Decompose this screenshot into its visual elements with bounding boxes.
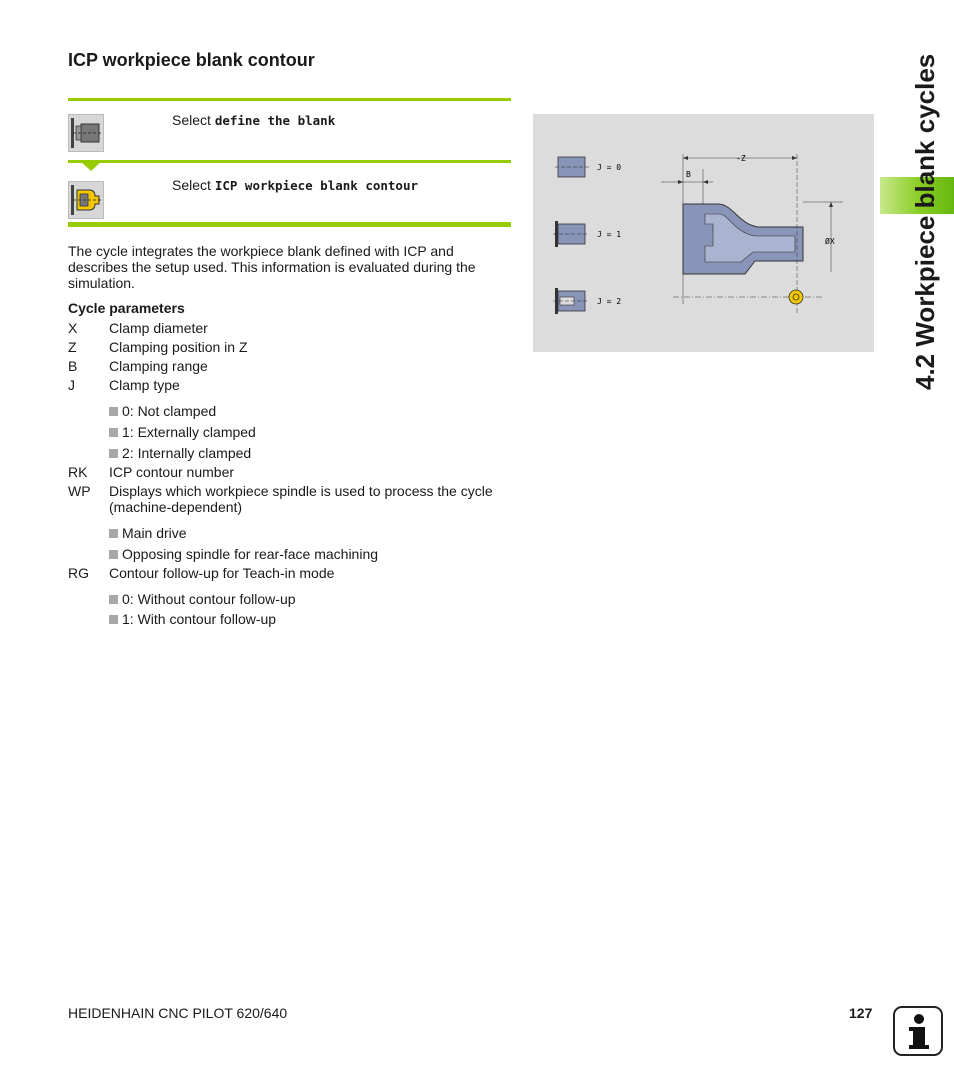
- softkey-define-the-blank[interactable]: define the blank: [214, 113, 336, 128]
- param-desc: Contour follow-up for Teach-in mode: [109, 565, 335, 581]
- step-divider-bottom: [68, 222, 511, 227]
- softkey-icp-workpiece-blank-contour[interactable]: ICP workpiece blank contour: [214, 178, 419, 193]
- param-desc: Clamp type: [109, 377, 180, 393]
- intro-paragraph: The cycle integrates the workpiece blank defined with ICP and describes the setup used. This information is evaluated during the simulation.: [68, 243, 476, 291]
- param-desc: Clamping range: [109, 358, 208, 374]
- option-label: Main drive: [122, 525, 187, 541]
- option-item: [109, 525, 187, 541]
- workpiece-contour: [683, 204, 803, 274]
- option-item: [109, 546, 378, 562]
- bullet-square-icon: [109, 595, 118, 604]
- info-icon: [893, 1006, 943, 1056]
- step-prefix: Select: [172, 112, 215, 128]
- step-select-icp-blank-contour: [172, 177, 418, 193]
- param-desc: Clamping position in Z: [109, 339, 248, 355]
- icp-blank-contour-softkey-icon: [68, 181, 104, 219]
- bullet-square-icon: [109, 615, 118, 624]
- step-prefix: Select: [172, 177, 215, 193]
- option-item: [109, 611, 276, 627]
- param-key: Z: [68, 339, 77, 355]
- cycle-parameters-title: Cycle parameters: [68, 300, 185, 316]
- param-key: J: [68, 377, 75, 393]
- param-key: RK: [68, 464, 88, 480]
- param-desc: Displays which workpiece spindle is used to process the cycle (machine-dependent): [109, 483, 493, 515]
- option-label: 1: With contour follow-up: [122, 611, 277, 627]
- option-item: [109, 591, 296, 607]
- option-label: Opposing spindle for rear-face machining: [122, 546, 379, 562]
- clamping-diagram: [533, 114, 874, 352]
- bullet-square-icon: [109, 529, 118, 538]
- step-arrow-icon: [80, 161, 102, 171]
- param-desc: Clamp diameter: [109, 320, 208, 336]
- section-heading: ICP workpiece blank contour: [68, 50, 315, 70]
- clamp-label-j2: J = 2: [597, 297, 622, 306]
- step-divider-top: [68, 98, 511, 101]
- footer-product: HEIDENHAIN CNC PILOT 620/640: [68, 1005, 288, 1021]
- option-label: 0: Not clamped: [122, 403, 217, 419]
- option-label: 0: Without contour follow-up: [122, 591, 296, 607]
- option-label: 2: Internally clamped: [122, 445, 252, 461]
- param-key: WP: [68, 483, 91, 499]
- option-item: [109, 424, 256, 440]
- bullet-square-icon: [109, 550, 118, 559]
- clamp-label-j0: J = 0: [597, 163, 622, 172]
- option-item: [109, 445, 251, 461]
- clamp-type-0-icon: [555, 157, 589, 177]
- param-key: RG: [68, 565, 89, 581]
- param-key: B: [68, 358, 78, 374]
- bullet-square-icon: [109, 407, 118, 416]
- reference-point-icon: [789, 290, 803, 304]
- step-select-define-blank: [172, 112, 335, 128]
- dim-label-z: -Z: [736, 154, 746, 163]
- clamp-type-1-icon: [553, 221, 589, 247]
- step-divider-middle: [68, 160, 511, 163]
- define-blank-softkey-icon: [68, 114, 104, 152]
- param-key: X: [68, 320, 78, 336]
- page-number: 127: [849, 1005, 873, 1021]
- bullet-square-icon: [109, 449, 118, 458]
- option-item: [109, 403, 216, 419]
- param-desc: ICP contour number: [109, 464, 235, 480]
- clamp-type-2-icon: [553, 288, 589, 314]
- clamp-label-j1: J = 1: [597, 230, 622, 239]
- option-label: 1: Externally clamped: [122, 424, 256, 440]
- dim-label-x: ØX: [825, 237, 835, 246]
- chapter-title: 4.2 Workpiece blank cycles: [910, 53, 940, 390]
- dim-label-b: B: [686, 170, 691, 179]
- bullet-square-icon: [109, 428, 118, 437]
